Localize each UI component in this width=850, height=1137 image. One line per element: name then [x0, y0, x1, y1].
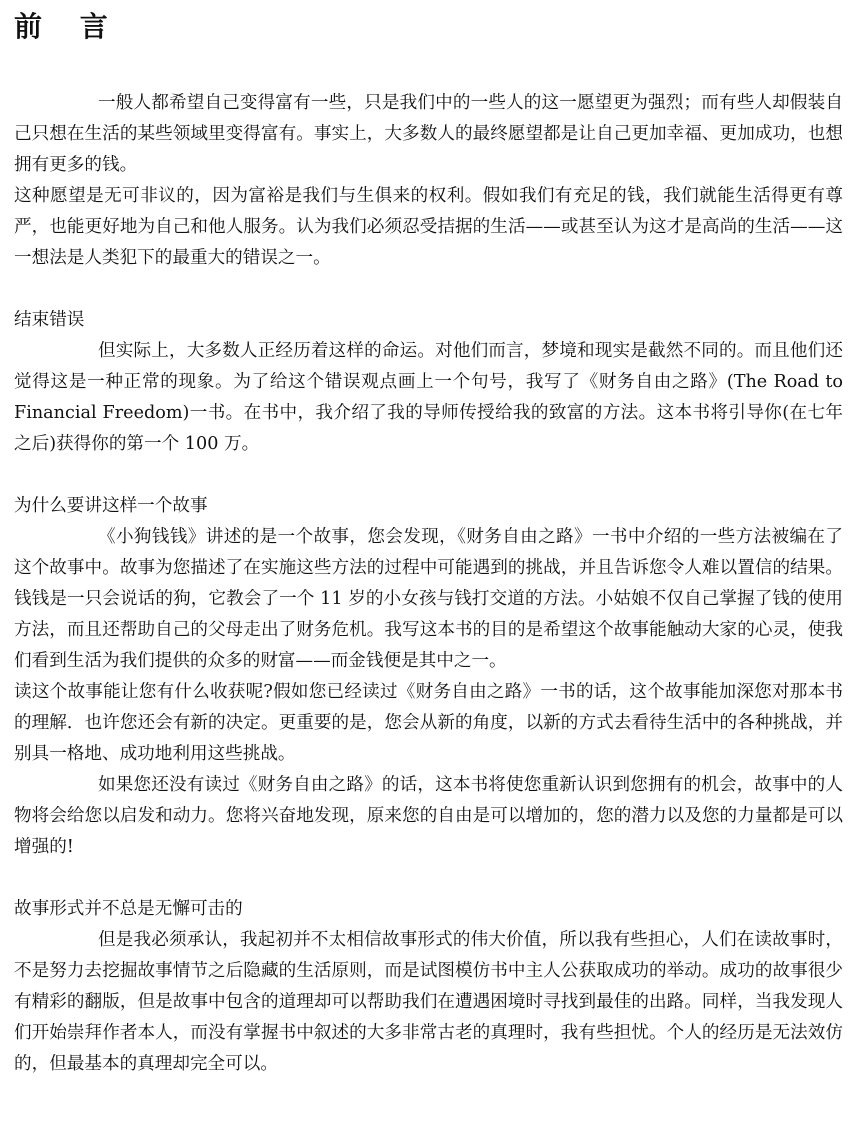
- section-intro: [14, 88, 843, 274]
- paragraph: 这种愿望是无可非议的，因为富裕是我们与生俱来的权利。假如我们有充足的钱，我们就能生活得更有尊严，也能更好地为自己和他人服务。认为我们必须忍受拮据的生活——或甚至认为这才是高尚的生活——这一想法是人类犯下的最重大的错误之一。: [14, 186, 843, 268]
- paragraph: 但实际上，大多数人正经历着这样的命运。对他们而言，梦境和现实是截然不同的。而且他们还觉得这是一种正常的现象。为了给这个错误观点画上一个句号，我写了《财务自由之路》(The Road to Financial Freedom)一书。在书中，我介绍了我的导师传授给我的致富的方法。这本书将引导你(在七年之后)获得你的第一个 100 万。: [14, 341, 843, 454]
- section-spacer: [14, 274, 843, 305]
- paragraph: 《小狗钱钱》讲述的是一个故事，您会发现，《财务自由之路》一书中介绍的一些方法被编在了这个故事中。故事为您描述了在实施这些方法的过程中可能遇到的挑战，并且告诉您令人难以置信的结果。钱钱是一只会说话的狗，它教会了一个 11 岁的小女孩与钱打交道的方法。小姑娘不仅自己掌握了钱的使用方法，而且还帮助自己的父母走出了财务危机。我写这本书的目的是希望这个故事能触动大家的心灵，使我们看到生活为我们提供的众多的财富——而金钱便是其中之一。: [14, 527, 843, 671]
- section-heading: 为什么要讲这样一个故事: [14, 496, 208, 516]
- section-heading: 结束错误: [14, 310, 85, 330]
- paragraph: 一般人都希望自己变得富有一些，只是我们中的一些人的这一愿望更为强烈；而有些人却假装自己只想在生活的某些领域里变得富有。事实上，大多数人的最终愿望都是让自己更加幸福、更加成功，也想拥有更多的钱。: [14, 93, 843, 175]
- paragraph: 读这个故事能让您有什么收获呢?假如您已经读过《财务自由之路》一书的话，这个故事能加深您对那本书的理解．也许您还会有新的决定。更重要的是，您会从新的角度，以新的方式去看待生活中的各种挑战，并别具一格地、成功地利用这些挑战。: [14, 682, 843, 764]
- section-story-form: [14, 894, 843, 1080]
- section-heading: 故事形式并不总是无懈可击的: [14, 899, 243, 919]
- page-title: 前 言: [14, 10, 122, 43]
- paragraph: 但是我必须承认，我起初并不太相信故事形式的伟大价值，所以我有些担心，人们在读故事时，不是努力去挖掘故事情节之后隐藏的生活原则，而是试图模仿书中主人公获取成功的举动。成功的故事很少有精彩的翻版，但是故事中包含的道理却可以帮助我们在遭遇困境时寻找到最佳的出路。同样，当我发现人们开始崇拜作者本人，而没有掌握书中叙述的大多非常古老的真理时，我有些担忧。个人的经历是无法效仿的，但最基本的真理却完全可以。: [14, 930, 843, 1074]
- section-spacer: [14, 460, 843, 491]
- section-end-mistake: [14, 305, 843, 460]
- section-spacer: [14, 863, 843, 894]
- document-page: [14, 6, 843, 1080]
- section-why-story: [14, 491, 843, 863]
- paragraph: 如果您还没有读过《财务自由之路》的话，这本书将使您重新认识到您拥有的机会，故事中的人物将会给您以启发和动力。您将兴奋地发现，原来您的自由是可以增加的，您的潜力以及您的力量都是可以增强的!: [14, 775, 843, 857]
